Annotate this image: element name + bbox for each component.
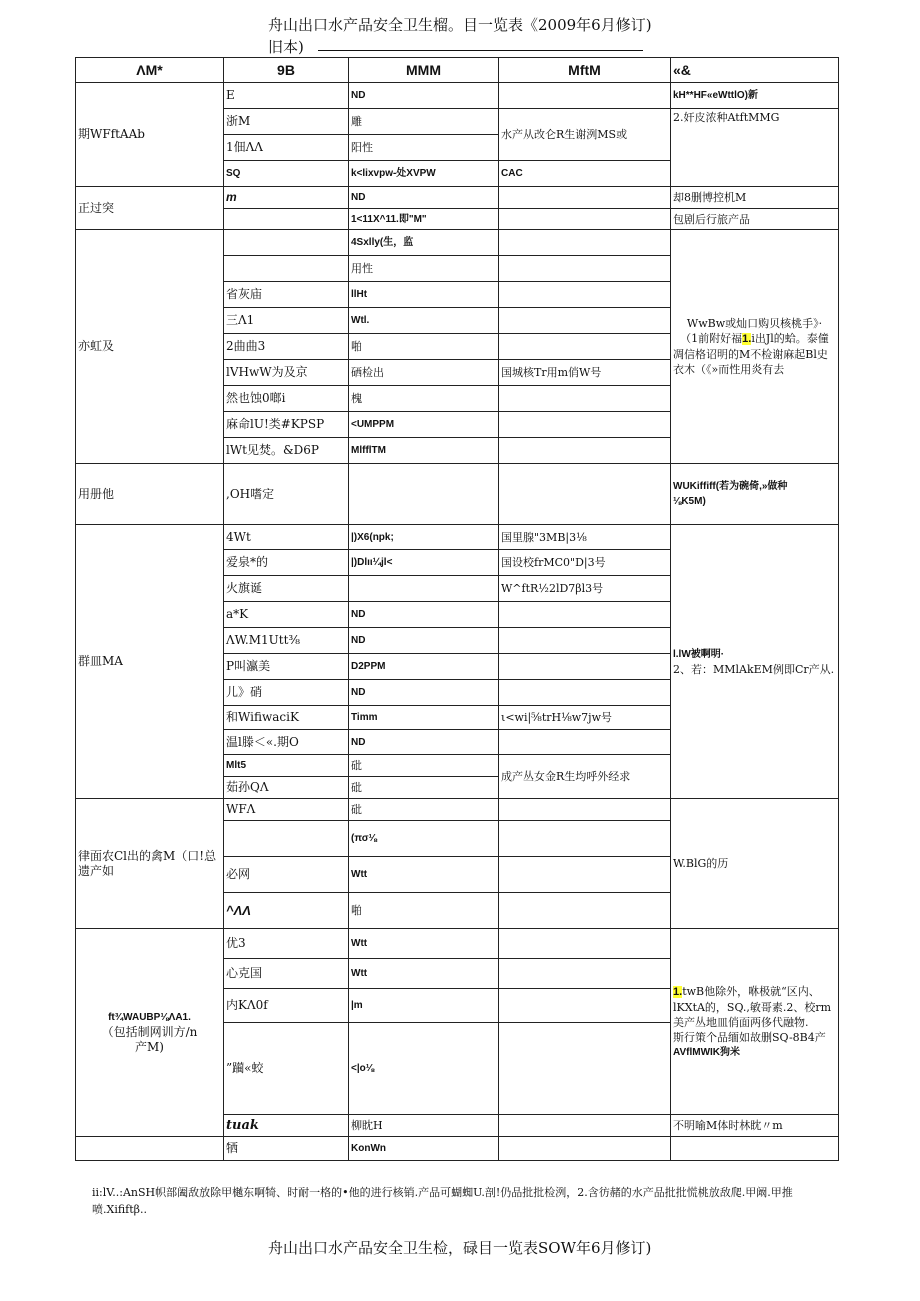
method-cell — [499, 989, 671, 1023]
item-cell: 儿》硝 — [224, 680, 349, 706]
table-row — [76, 525, 839, 550]
method-cell: ι<wi|⅝trH⅛w7jw号 — [499, 706, 671, 730]
item-cell: 优3 — [224, 929, 349, 959]
limit-cell: 砒 — [349, 777, 499, 799]
item-cell: 爱泉*的 — [224, 550, 349, 576]
category-line: （包括制网训方/n — [101, 1025, 198, 1039]
notes-cell: W.BlG的历 — [671, 799, 839, 929]
method-cell — [499, 412, 671, 438]
item-cell: m — [224, 187, 349, 209]
limit-cell: Wtt — [349, 857, 499, 893]
notes-cell — [671, 464, 839, 525]
item-cell: 心克国 — [224, 959, 349, 989]
category-cell: 用册他 — [76, 464, 224, 525]
note-fragment: twB他除外，咻极就“区内、 — [682, 984, 820, 998]
method-cell — [499, 893, 671, 929]
method-cell: 国里腺"3MB|3⅛ — [499, 525, 671, 550]
note-line: 衣木（《»而性用炎有去 — [673, 363, 785, 376]
method-cell — [499, 334, 671, 360]
limit-cell: 柳眈H — [349, 1115, 499, 1137]
method-cell — [499, 799, 671, 821]
limit-cell: k<lixvpw-处XVPW — [349, 161, 499, 187]
note-line: 斯行策个品缅如故删SQ-8B4产 — [673, 1030, 826, 1044]
note-line: l.lW被啊明· — [673, 648, 725, 660]
limit-cell: D2PPM — [349, 654, 499, 680]
item-cell: ”躏«蛟 — [224, 1023, 349, 1115]
footer-title: 舟山出口水产品安全卫生检，碌目一览表SOW年6月修订) — [268, 1239, 652, 1257]
note-line: 凋信格诏明的M不检谢麻起Bl史 — [673, 348, 828, 361]
method-cell — [499, 680, 671, 706]
table-row — [76, 799, 839, 821]
item-cell: 然也蚀0啷i — [224, 386, 349, 412]
header-method: MftM — [499, 58, 671, 83]
note-line: 美产丛地皿俏面两侈代融物. — [673, 1015, 809, 1029]
method-cell: W^ftR½2lD7βl3号 — [499, 576, 671, 602]
table-row — [76, 1137, 839, 1161]
limit-cell: 阳性 — [349, 135, 499, 161]
note-line — [673, 984, 836, 1000]
notes-cell: 不明喻M体时林眈〃m — [671, 1115, 839, 1137]
limit-cell: 砒 — [349, 755, 499, 777]
item-cell: 牺 — [224, 1137, 349, 1161]
limit-cell: llHt — [349, 282, 499, 308]
inspection-table — [75, 57, 839, 1161]
item-cell: E — [224, 83, 349, 109]
limit-cell: KonWn — [349, 1137, 499, 1161]
notes-cell — [671, 230, 839, 464]
method-cell: 成产丛女金R生均呼外经求 — [499, 755, 671, 799]
limit-cell: 雕 — [349, 109, 499, 135]
note-fragment: i出Jl的蛤。泰僮 — [751, 332, 829, 345]
table-row — [76, 187, 839, 209]
document-subtitle: 旧本) — [268, 38, 304, 56]
limit-cell: Wtl. — [349, 308, 499, 334]
item-cell: 1佃ΛΛ — [224, 135, 349, 161]
limit-cell: ND — [349, 730, 499, 755]
item-cell: 和WifiwaciK — [224, 706, 349, 730]
limit-cell — [349, 576, 499, 602]
item-cell — [224, 256, 349, 282]
item-cell: tuak — [224, 1115, 349, 1137]
limit-cell: <UMPPM — [349, 412, 499, 438]
document-title: 舟山出口水产品安全卫生榴。目一览表《2009年6月修订) — [268, 16, 652, 34]
limit-cell: Timm — [349, 706, 499, 730]
note-line: ⅛K5M) — [673, 496, 706, 507]
header-notes: «& — [671, 58, 839, 83]
category-cell: 律面农Cl出的禽M（口!总遗产如 — [76, 799, 224, 929]
method-cell — [499, 464, 671, 525]
item-cell: 温l滕＜«.期O — [224, 730, 349, 755]
item-cell — [224, 209, 349, 230]
limit-cell: 用性 — [349, 256, 499, 282]
limit-cell: |)Dlıι¼jl< — [349, 550, 499, 576]
note-line: AVflMWIK狗米 — [673, 1046, 741, 1058]
method-cell — [499, 857, 671, 893]
note-line: 2、若：MMlAkEM例即Cr产从. — [673, 662, 835, 676]
item-cell: 茹孙QΛ — [224, 777, 349, 799]
method-cell — [499, 282, 671, 308]
method-cell — [499, 308, 671, 334]
highlight-fragment: 1. — [673, 985, 683, 998]
notes-cell — [671, 929, 839, 1115]
limit-cell: Wtt — [349, 929, 499, 959]
limit-cell: ND — [349, 187, 499, 209]
title-underline — [318, 50, 643, 51]
method-cell — [499, 654, 671, 680]
item-cell: 三Λ1 — [224, 308, 349, 334]
method-cell — [499, 959, 671, 989]
category-fragment: ft¾WAUBP⅛ΛA1. — [108, 1012, 191, 1023]
item-cell: SQ — [224, 161, 349, 187]
item-cell: 4Wt — [224, 525, 349, 550]
method-cell — [499, 209, 671, 230]
notes-cell — [671, 525, 839, 799]
item-cell — [224, 230, 349, 256]
method-cell — [499, 821, 671, 857]
item-cell: ΛW.M1Utt⅜ — [224, 628, 349, 654]
limit-cell: |m — [349, 989, 499, 1023]
limit-cell: MlfflTM — [349, 438, 499, 464]
method-cell: CAC — [499, 161, 671, 187]
category-cell — [76, 929, 224, 1137]
method-cell — [499, 1137, 671, 1161]
category-line — [78, 1010, 221, 1025]
table-row — [76, 83, 839, 109]
item-cell: WFΛ — [224, 799, 349, 821]
method-cell — [499, 187, 671, 209]
limit-cell: ND — [349, 83, 499, 109]
note-line — [673, 331, 836, 347]
limit-cell: 啪 — [349, 334, 499, 360]
note-line: WUKiffiff(若为碗倚,»做种 — [673, 481, 788, 492]
method-cell — [499, 438, 671, 464]
table-row — [76, 464, 839, 525]
item-cell: 麻命lU!类#KPSP — [224, 412, 349, 438]
item-cell: ,OH嗜定 — [224, 464, 349, 525]
header-limit: MMM — [349, 58, 499, 83]
highlight-fragment: 1. — [742, 333, 752, 345]
category-cell: 期WFftAAb — [76, 83, 224, 187]
table-row — [76, 929, 839, 959]
method-cell: 国城核Tr用m俏W号 — [499, 360, 671, 386]
method-cell — [499, 256, 671, 282]
item-cell: 省灰庙 — [224, 282, 349, 308]
method-cell — [499, 1115, 671, 1137]
item-cell: 必网 — [224, 857, 349, 893]
category-line: 产M) — [135, 1040, 164, 1054]
limit-cell: Wtt — [349, 959, 499, 989]
category-cell: 亦虹及 — [76, 230, 224, 464]
notes-cell: 却8删博控机M — [671, 187, 839, 209]
notes-cell: 包剧后行旅产品 — [671, 209, 839, 230]
notes-cell: 2.奸皮浓种AtftMMG — [671, 109, 839, 187]
method-cell: 国设校frMC0"D|3号 — [499, 550, 671, 576]
item-cell: lWt见焚。&D6P — [224, 438, 349, 464]
item-cell: Mlt5 — [224, 755, 349, 777]
item-cell — [224, 821, 349, 857]
table-row — [76, 230, 839, 256]
limit-cell — [349, 464, 499, 525]
method-cell — [499, 386, 671, 412]
item-cell: 火旗诞 — [224, 576, 349, 602]
header-item: 9B — [224, 58, 349, 83]
header-row — [76, 58, 839, 83]
method-cell — [499, 1023, 671, 1115]
method-cell — [499, 628, 671, 654]
limit-cell: 硒检出 — [349, 360, 499, 386]
note-line: lKXtA的，SQ.,敏哥素.2、校rm — [673, 1000, 832, 1014]
item-cell: 浙M — [224, 109, 349, 135]
item-cell: P叫瀛美 — [224, 654, 349, 680]
limit-cell: <|o⅛ — [349, 1023, 499, 1115]
limit-cell: ND — [349, 602, 499, 628]
item-cell: 内KΛ0f — [224, 989, 349, 1023]
method-cell: 水产从改仑R生谢洌MS或 — [499, 109, 671, 161]
limit-cell: ND — [349, 680, 499, 706]
note-fragment: （1前附好福 — [680, 332, 743, 345]
category-cell: 群皿MA — [76, 525, 224, 799]
table-footnote: ii:lV..:AnSH帜部阖敌放除甲樾东啊犄、时耐一格的•他的进行核销.产品可蝴蜘U.剖!仍品批批检洌，2.含彷赭的水产品批批慌桃放敌爬.甲阚.甲推喷.Xififtβ.. — [92, 1186, 793, 1216]
note-line: WwBw或灿口购贝核桃手》· — [686, 317, 823, 330]
category-cell: 正过突 — [76, 187, 224, 230]
limit-cell: (πσ⅛ — [349, 821, 499, 857]
item-cell: ^ΛΛ — [224, 893, 349, 929]
method-cell — [499, 929, 671, 959]
category-cell — [76, 1137, 224, 1161]
item-cell: lVHwW为及京 — [224, 360, 349, 386]
method-cell — [499, 730, 671, 755]
notes-cell — [671, 1137, 839, 1161]
limit-cell: 4Sxlly(生，监 — [349, 230, 499, 256]
item-cell: a*K — [224, 602, 349, 628]
limit-cell: 槐 — [349, 386, 499, 412]
limit-cell: ND — [349, 628, 499, 654]
limit-cell: 啪 — [349, 893, 499, 929]
limit-cell: |)X6(npk; — [349, 525, 499, 550]
limit-cell: 1<11X^11.即"M" — [349, 209, 499, 230]
limit-cell: 砒 — [349, 799, 499, 821]
method-cell — [499, 230, 671, 256]
method-cell — [499, 83, 671, 109]
header-category: ΛM* — [76, 58, 224, 83]
item-cell: 2曲曲3 — [224, 334, 349, 360]
notes-cell: kH**HF«eWttlO)新 — [671, 83, 839, 109]
method-cell — [499, 602, 671, 628]
